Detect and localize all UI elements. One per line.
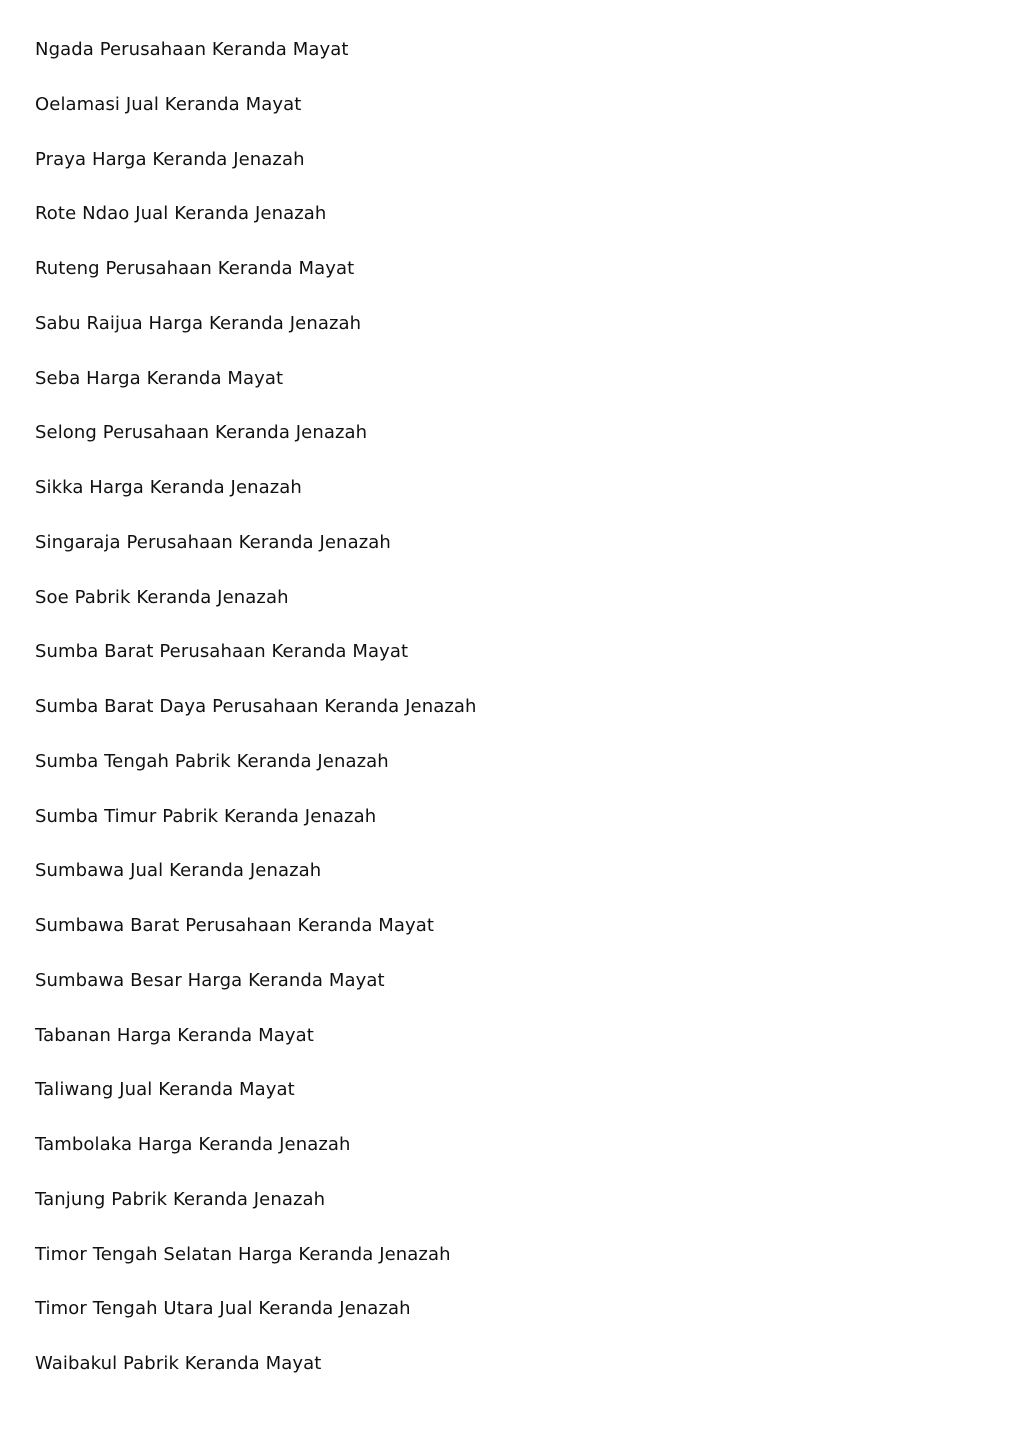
text-line: Ruteng Perusahaan Keranda Mayat [35, 258, 355, 279]
text-line: Waibakul Pabrik Keranda Mayat [35, 1353, 322, 1374]
text-line: Sumba Barat Daya Perusahaan Keranda Jenazah [35, 696, 477, 717]
text-line: Sumba Tengah Pabrik Keranda Jenazah [35, 750, 389, 772]
text-line: Singaraja Perusahaan Keranda Jenazah [35, 531, 391, 553]
text-line: Oelamasi Jual Keranda Mayat [35, 93, 302, 115]
text-line: Sumbawa Barat Perusahaan Keranda Mayat [35, 915, 435, 936]
text-line: Taliwang Jual Keranda Mayat [35, 1079, 295, 1101]
text-line: Tanjung Pabrik Keranda Jenazah [35, 1188, 326, 1210]
text-line: Sumba Timur Pabrik Keranda Jenazah [35, 805, 377, 827]
text-line: Timor Tengah Utara Jual Keranda Jenazah [35, 1298, 411, 1320]
text-line: Seba Harga Keranda Mayat [35, 367, 284, 389]
text-line: Tabanan Harga Keranda Mayat [35, 1024, 314, 1046]
text-line: Praya Harga Keranda Jenazah [35, 148, 305, 170]
text-line: Selong Perusahaan Keranda Jenazah [35, 422, 368, 444]
text-line: Soe Pabrik Keranda Jenazah [35, 586, 289, 608]
text-line-list [0, 37, 1024, 1406]
text-line: Sumbawa Jual Keranda Jenazah [35, 860, 322, 882]
text-line: Rote Ndao Jual Keranda Jenazah [35, 203, 327, 225]
text-line: Sumbawa Besar Harga Keranda Mayat [35, 969, 385, 991]
text-line: Sikka Harga Keranda Jenazah [35, 477, 302, 498]
text-line: Tambolaka Harga Keranda Jenazah [35, 1134, 351, 1155]
text-line: Sumba Barat Perusahaan Keranda Mayat [35, 641, 409, 663]
text-line: Ngada Perusahaan Keranda Mayat [35, 39, 349, 60]
text-line: Sabu Raijua Harga Keranda Jenazah [35, 312, 362, 334]
text-line: Timor Tengah Selatan Harga Keranda Jenazah [35, 1243, 451, 1265]
